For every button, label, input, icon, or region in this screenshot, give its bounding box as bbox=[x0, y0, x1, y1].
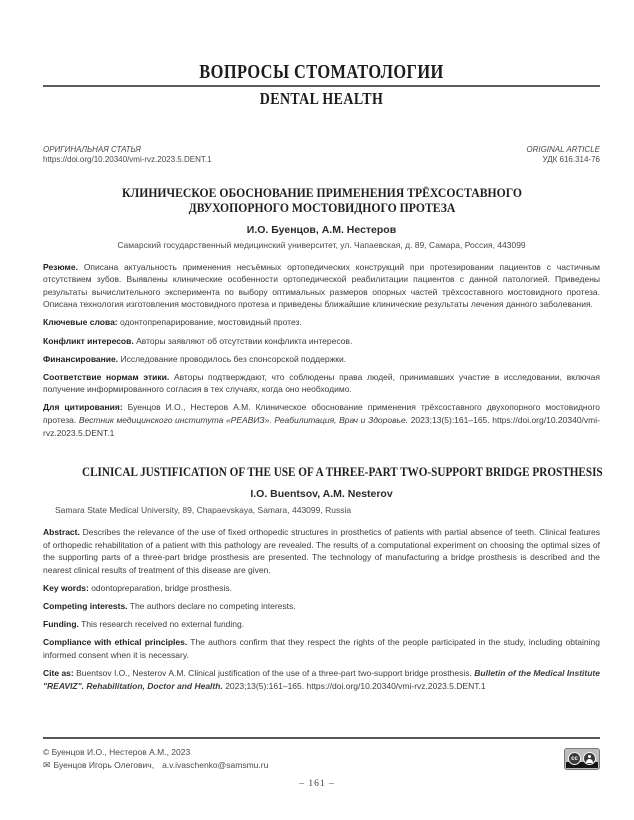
competing-interests-ru: Конфликт интересов. Авторы заявляют об отсутствии конфликта интересов. bbox=[43, 335, 353, 346]
keywords-ru: Ключевые слова: одонтопрепарирование, мостовидный протез. bbox=[43, 317, 302, 328]
abstract-en: Abstract. Describes the relevance of the use of fixed orthopedic structures in prosthetics of patients with partial absence of teeth. Clinical features of orthopedic rehabilitation of a patient with this pathology are revealed. The results of a computational experiment on choosing the optimal sizes of the supporting parts of a three-part bridge prosthesis are presented. The technology of manufacturing a bridge prosthesis is described and the nearest clinical results of treatment of this disease are given. bbox=[43, 527, 600, 575]
corresponding-author-line bbox=[43, 759, 268, 772]
journal-title-english: DENTAL HEALTH bbox=[259, 89, 384, 108]
citation-ru-label: Для цитирования: bbox=[43, 402, 123, 413]
funding-en: Funding. This research received no external funding. bbox=[43, 619, 245, 630]
journal-title-russian: ВОПРОСЫ СТОМАТОЛОГИИ bbox=[199, 61, 444, 83]
keywords-en-label: Key words: bbox=[43, 583, 89, 593]
masthead-divider bbox=[43, 85, 600, 87]
affiliation-english: Samara State Medical University, 89, Chapaevskaya, Samara, 443099, Russia bbox=[55, 505, 352, 516]
competing-interests-en-label: Competing interests. bbox=[43, 601, 128, 612]
ethics-en: Compliance with ethical principles. The authors confirm that they respect the rights of the people participated in the study, including obtaining informed consent when it is necessary. bbox=[43, 637, 600, 660]
udc-code: УДК 616.314-76 bbox=[542, 154, 600, 164]
footer-divider bbox=[43, 737, 600, 739]
page-number: – 161 – bbox=[299, 779, 335, 789]
affiliation-russian: Самарский государственный медицинский университет, ул. Чапаевская, д. 89, Самара, Россия, 443099 bbox=[117, 239, 526, 250]
cc-by-license-badge[interactable] bbox=[564, 748, 600, 770]
english-sections bbox=[43, 526, 600, 692]
ethics-ru: Соответствие нормам этики. Авторы подтверждают, что соблюдены права людей, принимавших участие в исследовании, включая получение информированного согласия в тех случаях, когда оно необходимо. bbox=[43, 371, 600, 395]
keywords-en: Key words: odontopreparation, bridge prosthesis. bbox=[43, 583, 233, 593]
funding-en-label: Funding. bbox=[43, 619, 79, 630]
envelope-icon: ✉ bbox=[43, 759, 51, 770]
copyright-line: © Буенцов И.О., Нестеров А.М., 2023 bbox=[43, 747, 191, 757]
journal-name-ru-italic: Вестник медицинского института «РЕАВИЗ». Реабилитация, Врач и Здоровье. bbox=[78, 415, 409, 425]
ethics-en-label: Compliance with ethical principles. bbox=[43, 637, 188, 648]
attribution-person-icon bbox=[583, 752, 596, 765]
keywords-ru-label: Ключевые слова: bbox=[43, 317, 118, 328]
article-title-russian: КЛИНИЧЕСКОЕ ОБОСНОВАНИЕ ПРИМЕНЕНИЯ ТРЁХСОСТАВНОГО ДВУХОПОРНОГО МОСТОВИДНОГО ПРОТЕЗА bbox=[121, 184, 522, 215]
article-type-ru: ОРИГИНАЛЬНАЯ СТАТЬЯ bbox=[43, 144, 141, 154]
citation-ru: Для цитирования: Буенцов И.О., Нестеров А.М. Клиническое обоснование применения трёхсоставного двухопорного мостовидного протеза. Вестник медицинского института «РЕАВИЗ». Реабилитация, Врач и Здоровье. 2023;13(5):161–165. https://doi.org/10.20340/vmi-rvz.2023.5.DENT.1 bbox=[43, 402, 600, 438]
citation-en-label: Cite as: bbox=[43, 667, 74, 678]
competing-interests-en: Competing interests. The authors declare no competing interests. bbox=[43, 601, 296, 612]
journal-name-en-italic: Bulletin of the Medical Institute "REAVIZ". Rehabilitation, Doctor and Health. bbox=[43, 667, 600, 691]
footer-copyright-block bbox=[43, 746, 268, 771]
meta-left-column bbox=[43, 145, 212, 165]
abstract-en-label: Abstract. bbox=[43, 527, 80, 538]
citation-en: Cite as: Buentsov I.O., Nesterov A.M. Clinical justification of the use of a three-part two-support bridge prosthesis. Bulletin of the Medical Institute "REAVIZ". Rehabilitation, Doctor and Health. 2023;13(5):161–165. https://doi.org/10.20340/vmi-rvz.2023.5.DENT.1 bbox=[43, 667, 600, 691]
article-meta-row bbox=[43, 145, 600, 165]
doi-link[interactable]: https://doi.org/10.20340/vmi-rvz.2023.5.DENT.1 bbox=[43, 154, 212, 164]
competing-interests-ru-label: Конфликт интересов. bbox=[43, 335, 134, 346]
article-title-english: CLINICAL JUSTIFICATION OF THE USE OF A THREE-PART TWO-SUPPORT BRIDGE PROSTHESIS bbox=[81, 464, 603, 480]
corresponding-author-name: Буенцов Игорь Олегович, bbox=[53, 759, 155, 770]
ethics-ru-label: Соответствие нормам этики. bbox=[43, 371, 170, 382]
abstract-ru-label: Резюме. bbox=[43, 261, 78, 272]
corresponding-author-email[interactable]: a.v.ivaschenko@samsmu.ru bbox=[162, 759, 269, 770]
journal-masthead bbox=[43, 62, 600, 109]
funding-ru-label: Финансирование. bbox=[43, 353, 119, 364]
funding-ru: Финансирование. Исследование проводилось без спонсорской поддержки. bbox=[43, 353, 347, 364]
authors-russian: И.О. Буенцов, А.М. Нестеров bbox=[246, 223, 397, 236]
cc-icon: cc bbox=[568, 752, 581, 765]
page-footer bbox=[43, 737, 600, 771]
authors-english: I.O. Buentsov, A.M. Nesterov bbox=[250, 488, 393, 501]
russian-sections bbox=[43, 261, 600, 440]
meta-right-column bbox=[526, 145, 600, 165]
abstract-ru: Резюме. Описана актуальность применения несъёмных ортопедических конструкций при протезировании пациентов с частичным отсутствием зубов. Выявлены клинические особенности ортопедической реабилитации пациентов с данной патологией. Приведены результаты вычислительного эксперимента по выбору оптимальных размеров опорных частей трёхсоставного мостовидного протеза. Описана технология изготовления мостовидного протеза и приведены ближайшие клинические результаты лечения данного заболевания. bbox=[43, 261, 600, 310]
article-type-en: ORIGINAL ARTICLE bbox=[526, 144, 600, 154]
